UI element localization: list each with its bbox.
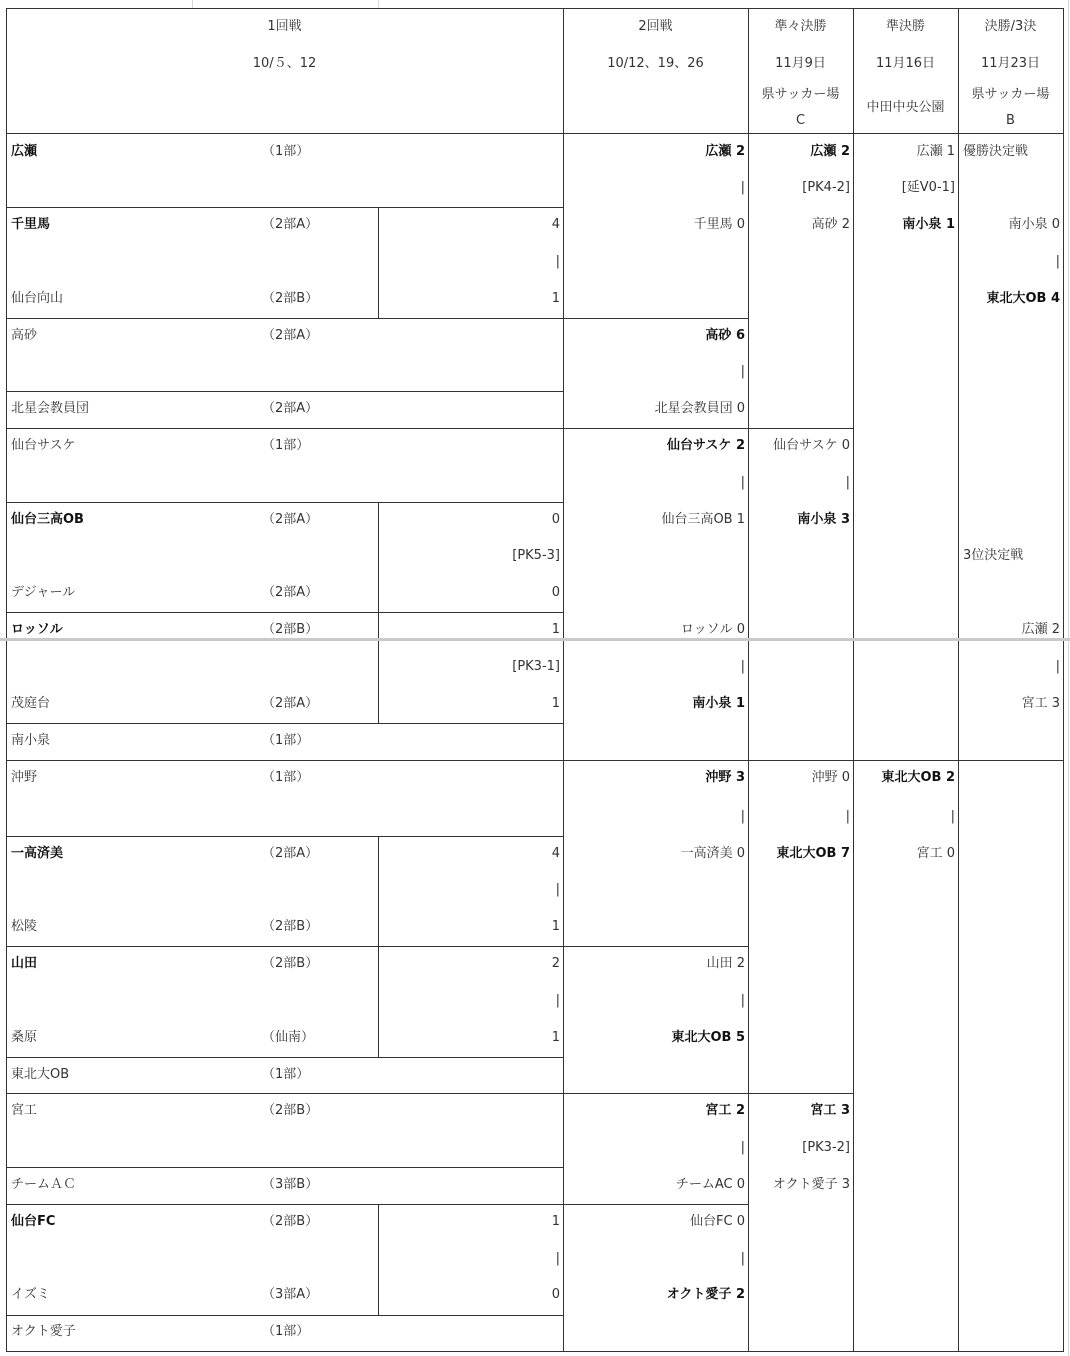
- team-name: デジャール: [11, 585, 76, 600]
- team-division: （2部B）: [262, 1214, 319, 1229]
- team-division: （2部B）: [262, 291, 319, 306]
- team-name: 高砂: [11, 328, 38, 343]
- round1-pk: [PK5-3]: [512, 548, 560, 563]
- round1-score: 0: [551, 1287, 560, 1302]
- team-name: イズミ: [11, 1287, 50, 1302]
- qf-pk: [PK4-2]: [802, 180, 850, 195]
- round2-result: 山田 2: [706, 956, 745, 971]
- sf-result: 広瀬 1: [916, 144, 955, 159]
- team-name: 沖野: [11, 770, 38, 785]
- round2-result: 沖野 3: [705, 770, 745, 785]
- third-place-result: 宮工 3: [1021, 696, 1060, 711]
- separator-mark: |: [740, 659, 745, 674]
- team-name: 仙台三高OB: [11, 512, 84, 527]
- round1-score: 1: [551, 291, 560, 306]
- round2-result: ロッソル 0: [680, 622, 745, 637]
- team-division: （2部A）: [262, 512, 319, 527]
- round2-result: 高砂 6: [705, 328, 745, 343]
- round2-result: 南小泉 1: [692, 696, 745, 711]
- team-name: 東北大OB: [11, 1067, 70, 1082]
- round1-score: 1: [551, 1214, 560, 1229]
- final-venue: 県サッカー場: [971, 87, 1050, 102]
- team-division: （2部B）: [262, 956, 319, 971]
- round2-result: 東北大OB 5: [671, 1030, 745, 1045]
- team-division: （2部A）: [262, 401, 319, 416]
- round2-result: 仙台FC 0: [690, 1214, 745, 1229]
- round1-score: 1: [551, 622, 560, 637]
- third-place-result: 広瀬 2: [1021, 622, 1060, 637]
- round1-score: 1: [551, 696, 560, 711]
- round2-result: チームAC 0: [675, 1177, 745, 1192]
- separator-mark: |: [740, 180, 745, 195]
- team-division: （2部B）: [262, 919, 319, 934]
- final-date: 11月23日: [980, 56, 1041, 71]
- round1-score: 0: [551, 512, 560, 527]
- sf-result: 東北大OB 2: [881, 770, 955, 785]
- qf-pk: [PK3-2]: [802, 1140, 850, 1155]
- team-name: 南小泉: [11, 733, 51, 748]
- round1-label: 1回戦: [267, 19, 302, 34]
- team-name: 松陵: [11, 919, 38, 934]
- qf-date: 11月9日: [775, 56, 826, 71]
- final-venue-court: B: [1006, 113, 1015, 128]
- team-name: 仙台サスケ: [11, 438, 76, 453]
- round2-result: 広瀬 2: [705, 144, 745, 159]
- final-result: 南小泉 0: [1008, 217, 1060, 232]
- qf-label: 準々決勝: [774, 19, 827, 34]
- separator-mark: |: [740, 1251, 745, 1266]
- round1-score: 0: [551, 585, 560, 600]
- separator-mark: |: [1055, 659, 1060, 674]
- qf-result: 高砂 2: [811, 217, 850, 232]
- team-division: （2部A）: [262, 696, 319, 711]
- round2-result: 宮工 2: [705, 1103, 745, 1118]
- separator-mark: |: [555, 254, 560, 269]
- team-division: （2部A）: [262, 217, 319, 232]
- team-name: 茂庭台: [11, 696, 51, 711]
- sf-result: 宮工 0: [916, 846, 955, 861]
- round2-result: 北星会教員団 0: [654, 401, 745, 416]
- team-division: （1部）: [262, 1067, 310, 1082]
- separator-mark: |: [1055, 254, 1060, 269]
- qf-result: 沖野 0: [811, 770, 850, 785]
- final-title: 優勝決定戦: [963, 144, 1029, 159]
- qf-result: 東北大OB 7: [776, 846, 850, 861]
- team-division: （3部B）: [262, 1177, 319, 1192]
- team-name: ロッソル: [11, 622, 63, 637]
- separator-mark: |: [845, 809, 850, 824]
- qf-result: 宮工 3: [810, 1103, 850, 1118]
- separator-mark: |: [740, 475, 745, 490]
- third-place-title: 3位決定戦: [963, 548, 1024, 563]
- qf-result: 広瀬 2: [810, 144, 850, 159]
- team-division: （3部A）: [262, 1287, 319, 1302]
- team-division: （1部）: [262, 144, 310, 159]
- separator-mark: |: [555, 993, 560, 1008]
- sf-extra-time: [延V0-1]: [901, 180, 955, 195]
- round1-score: 1: [551, 919, 560, 934]
- team-name: 桑原: [11, 1030, 38, 1045]
- round2-result: 千里馬 0: [693, 217, 745, 232]
- round2-date: 10/12、19、26: [607, 56, 704, 71]
- qf-venue-court: C: [795, 113, 806, 128]
- page-break-divider: [0, 638, 1070, 641]
- team-name: 千里馬: [11, 217, 51, 232]
- round1-score: 1: [551, 1030, 560, 1045]
- round2-result: オクト愛子 2: [666, 1287, 745, 1302]
- team-name: 山田: [11, 956, 38, 971]
- team-division: （2部B）: [262, 622, 319, 637]
- team-name: 一高済美: [11, 846, 64, 861]
- qf-result: オクト愛子 3: [772, 1177, 850, 1192]
- qf-venue: 県サッカー場: [761, 87, 840, 102]
- round1-score: 2: [551, 956, 560, 971]
- team-division: （1部）: [262, 438, 310, 453]
- team-division: （仙南）: [262, 1030, 315, 1045]
- round1-date: 10/５、12: [252, 56, 317, 71]
- team-name: チームＡＣ: [11, 1177, 77, 1192]
- sf-venue: 中田中央公園: [866, 100, 945, 115]
- separator-mark: |: [555, 882, 560, 897]
- team-name: 宮工: [11, 1103, 38, 1118]
- round1-pk: [PK3-1]: [512, 659, 560, 674]
- round1-score: 4: [551, 217, 560, 232]
- team-division: （2部A）: [262, 328, 319, 343]
- separator-mark: |: [950, 809, 955, 824]
- qf-result: 南小泉 3: [797, 512, 850, 527]
- team-division: （2部B）: [262, 1103, 319, 1118]
- separator-mark: |: [740, 1140, 745, 1155]
- round2-result: 仙台三高OB 1: [661, 512, 745, 527]
- team-name: 北星会教員団: [11, 401, 90, 416]
- separator-mark: |: [740, 809, 745, 824]
- final-label: 決勝/3決: [984, 19, 1037, 34]
- separator-mark: |: [740, 993, 745, 1008]
- sf-date: 11月16日: [875, 56, 936, 71]
- round2-result: 一高済美 0: [680, 846, 745, 861]
- team-division: （2部A）: [262, 846, 319, 861]
- round2-result: 仙台サスケ 2: [666, 438, 745, 453]
- team-name: オクト愛子: [11, 1324, 76, 1339]
- team-name: 仙台向山: [11, 291, 64, 306]
- sf-result: 南小泉 1: [902, 217, 955, 232]
- team-name: 仙台FC: [11, 1214, 56, 1229]
- team-name: 広瀬: [11, 144, 38, 159]
- team-division: （1部）: [262, 770, 310, 785]
- separator-mark: |: [845, 475, 850, 490]
- final-result: 東北大OB 4: [986, 291, 1060, 306]
- team-division: （1部）: [262, 1324, 310, 1339]
- separator-mark: |: [740, 364, 745, 379]
- sf-label: 準決勝: [885, 19, 925, 34]
- separator-mark: |: [555, 1251, 560, 1266]
- team-division: （2部A）: [262, 585, 319, 600]
- team-division: （1部）: [262, 733, 310, 748]
- round1-score: 4: [551, 846, 560, 861]
- round2-label: 2回戦: [638, 19, 673, 34]
- qf-result: 仙台サスケ 0: [773, 438, 850, 453]
